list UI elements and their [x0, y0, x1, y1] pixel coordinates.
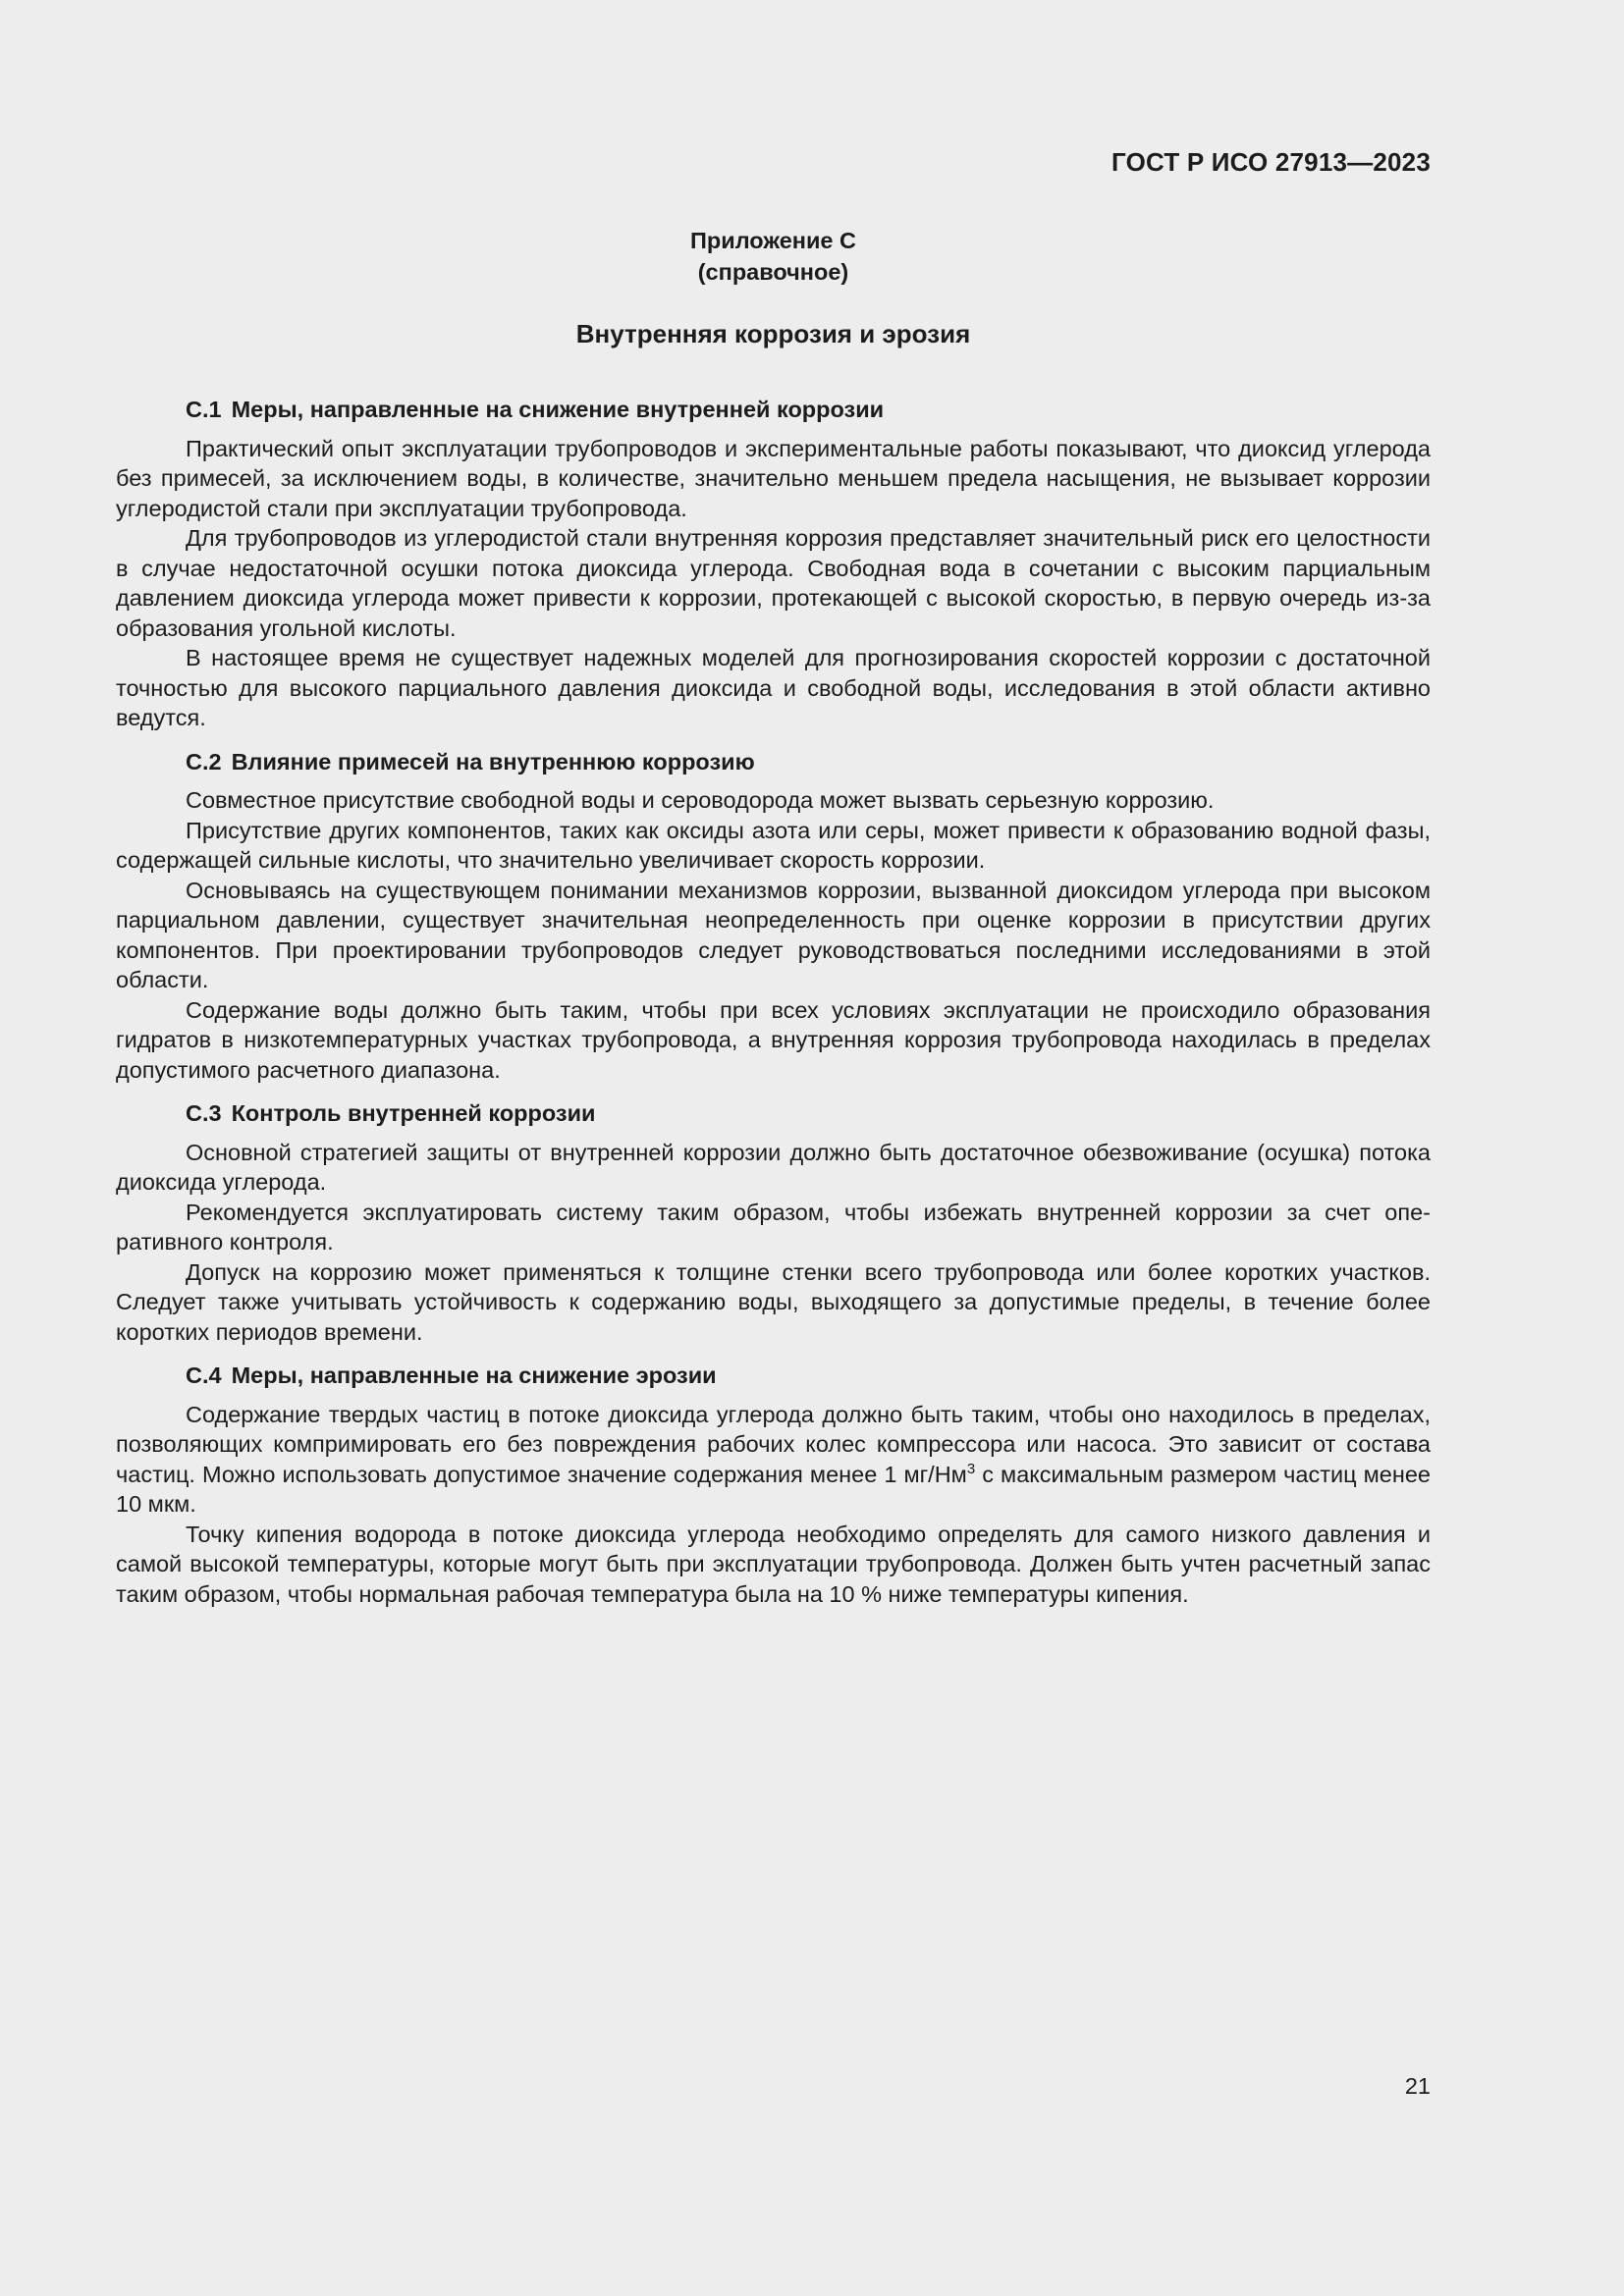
section-number: С.2	[186, 748, 222, 774]
section-title: Контроль внутренней коррозии	[231, 1100, 596, 1126]
appendix-title: Внутренняя коррозия и эрозия	[575, 319, 971, 348]
section-c4	[116, 1361, 1431, 1609]
section-number: С.4	[186, 1362, 222, 1388]
paragraph-text: Содержание твердых частиц в потоке диоксида углерода должно быть таким, чтобы оно находилось в пределах, позволяющих компримировать его без повреждения рабочих колес компрессора или насоса. Это зависит от состава частиц. Можно использовать допустимое значение содержания менее 1 мг/Нм	[116, 1401, 1431, 1487]
section-title: Влияние примесей на внутреннюю коррозию	[231, 748, 755, 774]
paragraph: Точку кипения водорода в потоке диоксида углерода необходимо определять для самого низкого давления и самой высокой температуры, которые могут быть при эксплуатации трубопровода. Должен быть учтен расчетный запас таким образом, чтобы нормальная рабочая температура была на 10 % ниже температуры кипения.	[116, 1521, 1431, 1607]
appendix-header	[116, 225, 1431, 288]
paragraph: Совместное присутствие свободной воды и сероводорода может вызвать серьезную коррозию.	[186, 787, 1215, 813]
section-heading	[116, 395, 1431, 425]
section-c3	[116, 1098, 1431, 1347]
superscript: 3	[966, 1460, 976, 1477]
paragraph: Основываясь на существующем понимании механизмов коррозии, вызванной диоксидом углерода при высоком парциальном давлении, существует значительная неопределенность при оценке коррозии в присутствии других компонентов. При проектировании трубопроводов следует руководствоваться последними исследованиями в этой области.	[116, 877, 1431, 992]
section-heading	[116, 1361, 1431, 1391]
document-id: ГОСТ Р ИСО 27913—2023	[1110, 147, 1431, 177]
paragraph: Содержание воды должно быть таким, чтобы при всех условиях эксплуатации не происходило образования гидратов в низкотемпературных участках трубопровода, а внутренняя коррозия трубопровода находилась в пределах допустимого расчетного диапазона.	[116, 996, 1431, 1083]
paragraph: Рекомендуется эксплуатировать систему таким образом, чтобы избежать внутренней коррозии за счет оперативного контроля.	[116, 1199, 1431, 1255]
paragraph: В настоящее время не существует надежных моделей для прогнозирования скоростей коррозии с достаточной точностью для высокого парциального давления диоксида и свободной воды, исследования в этой области активно ведутся.	[116, 645, 1431, 730]
paragraph: Допуск на коррозию может применяться к толщине стенки всего трубопровода или более коротких участков. Следует также учитывать устойчивость к содержанию воды, выходящего за допустимые пределы, в течение более коротких периодов времени.	[116, 1258, 1431, 1345]
paragraph-text: с максимальным размером частиц менее 10 мкм.	[116, 1461, 1431, 1517]
section-number: С.3	[186, 1100, 222, 1126]
document-page	[116, 0, 1431, 2296]
page-number: 21	[1404, 2073, 1431, 2099]
section-number: С.1	[186, 397, 222, 422]
appendix-label: Приложение С	[690, 228, 856, 253]
paragraph: Для трубопроводов из углеродистой стали внутренняя коррозия представляет значительный риск его целостности в случае недостаточной осушки потока диоксида углерода. Свободная вода в сочетании с высоким парциальным давлением диоксида углерода может привести к коррозии, протекающей с высокой скоростью, в первую очередь из-за образования угольной кислоты.	[116, 525, 1431, 641]
paragraph: Практический опыт эксплуатации трубопроводов и экспериментальные работы показывают, что диоксид углерода без примесей, за исключением воды, в количестве, значительно меньшем предела насыщения, не вызывает коррозии углеродистой стали при эксплуатации трубопровода.	[116, 435, 1431, 521]
document-body	[116, 395, 1431, 1623]
paragraph: Основной стратегией защиты от внутренней коррозии должно быть достаточное обезвоживание (осушка) потока диоксида углерода.	[116, 1139, 1431, 1195]
section-heading	[116, 747, 1431, 777]
section-heading	[116, 1098, 1431, 1129]
paragraph: Присутствие других компонентов, таких как оксиды азота или серы, может привести к образованию водной фазы, содержащей сильные кислоты, что значительно увеличивает скорость коррозии.	[116, 817, 1431, 873]
section-c2	[116, 747, 1431, 1086]
paragraph	[116, 1400, 1431, 1520]
section-c1	[116, 395, 1431, 733]
section-title: Меры, направленные на снижение внутренней коррозии	[231, 397, 885, 422]
section-title: Меры, направленные на снижение эрозии	[231, 1362, 717, 1388]
appendix-type: (справочное)	[697, 259, 849, 285]
